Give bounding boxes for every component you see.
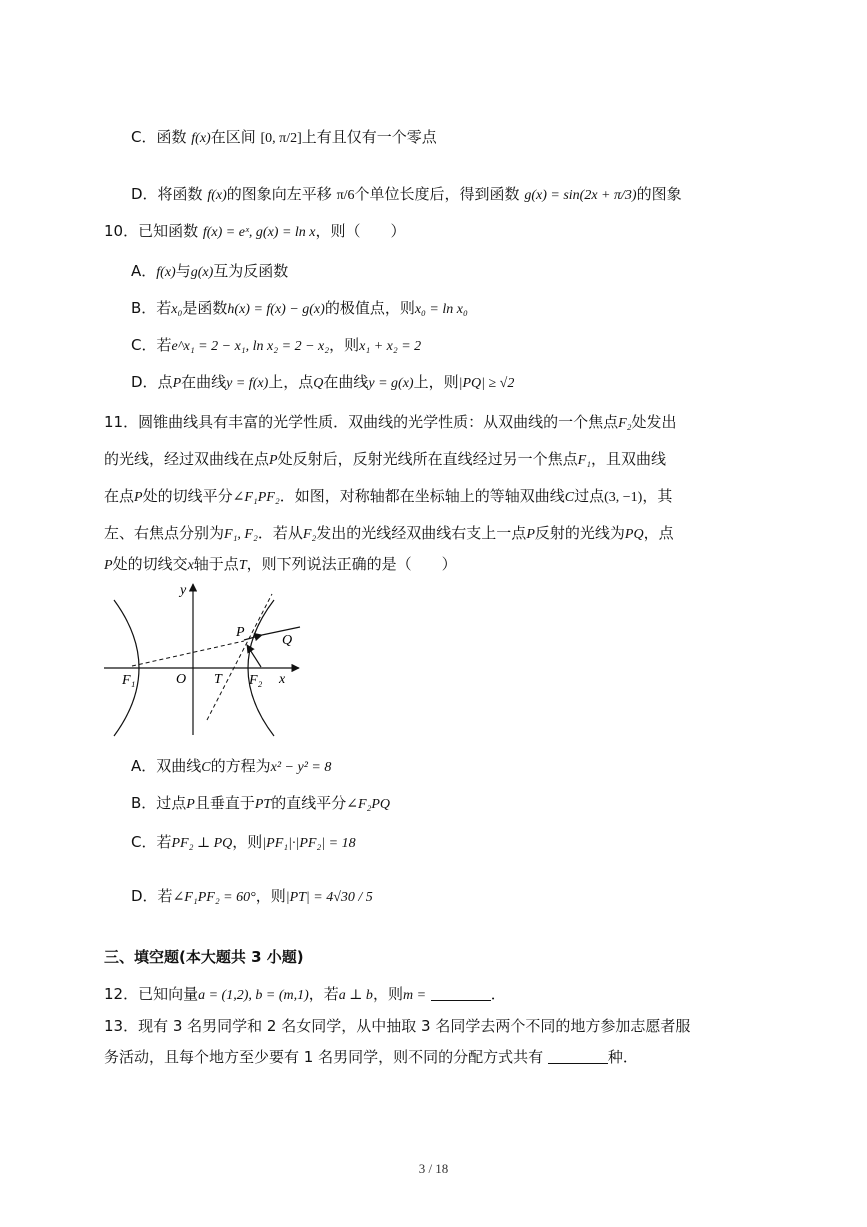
q11-stem-line-2: 的光线，经过双曲线在点P处反射后，反射光线所在直线经过另一个焦点F₁，且双曲线	[104, 450, 667, 468]
q11-stem-line-3: 在点P处的切线平分∠F₁PF₂．如图，对称轴都在坐标轴上的等轴双曲线C过点(3, −1)，其	[104, 487, 673, 505]
q12: 12．已知向量a = (1,2), b = (m,1)，若a ⊥ b，则m = ．	[104, 985, 506, 1003]
q11-option-c: C．若PF₂ ⊥ PQ，则|PF₁|·|PF₂| = 18	[131, 833, 356, 851]
label-f1: F₁	[122, 673, 136, 688]
hyperbola-figure	[104, 580, 304, 740]
answer-blank-13[interactable]	[548, 1049, 608, 1064]
q10-stem: 10．已知函数 f(x) = eˣ, g(x) = ln x，则（ ）	[104, 222, 406, 240]
label-x: x	[279, 672, 286, 687]
q10-option-d: D．点P在曲线y = f(x)上，点Q在曲线y = g(x)上，则|PQ| ≥ √2	[131, 373, 515, 391]
q11-stem-line-1: 11．圆锥曲线具有丰富的光学性质．双曲线的光学性质：从双曲线的一个焦点F₂处发出	[104, 413, 677, 431]
q11-option-b: B．过点P且垂直于PT的直线平分∠F₂PQ	[131, 794, 391, 812]
q11-stem-line-5: P处的切线交x轴于点T，则下列说法正确的是（ ）	[104, 555, 457, 573]
q10-option-c: C．若e^x₁ = 2 − x₁, ln x₂ = 2 − x₂，则x₁ + x₂ = 2	[131, 336, 422, 354]
ray-pq	[262, 627, 300, 635]
dashed-line-f1-p	[132, 641, 244, 666]
q11-option-d: D．若∠F₁PF₂ = 60°，则|PT| = 4√30 / 5	[131, 887, 373, 905]
q11-option-a: A．双曲线C的方程为x² − y² = 8	[131, 757, 332, 775]
label-t: T	[214, 672, 222, 687]
label-q: Q	[282, 633, 293, 648]
answer-blank-12[interactable]	[431, 986, 491, 1001]
label-o: O	[176, 672, 187, 687]
tangent-line	[207, 594, 272, 720]
q11-stem-line-4: 左、右焦点分别为F₁, F₂．若从F₂发出的光线经双曲线右支上一点P反射的光线为PQ，点	[104, 524, 674, 542]
q9-option-c: C．函数 f(x)在区间 [0, π/2]上有且仅有一个零点	[131, 128, 437, 146]
page-number: 3 / 18	[418, 1161, 449, 1176]
section-heading: 三、填空题(本大题共 3 小题)	[104, 948, 304, 966]
label-f2: F₂	[249, 673, 263, 688]
q13-line-2: 务活动，且每个地方至少要有 1 名男同学，则不同的分配方式共有 种．	[104, 1048, 638, 1066]
label-p: P	[236, 625, 245, 640]
q9-option-d: D．将函数 f(x)的图象向左平移 π/6个单位长度后，得到函数 g(x) = sin(2x + π/3)的图象	[131, 185, 682, 203]
q10-option-a: A．f(x)与g(x)互为反函数	[131, 262, 289, 280]
q10-option-b: B．若x₀是函数h(x) = f(x) − g(x)的极值点，则x₀ = ln x₀	[131, 299, 468, 317]
q13-line-1: 13．现有 3 名男同学和 2 名女同学，从中抽取 3 名同学去两个不同的地方参加志愿者服	[104, 1017, 691, 1035]
label-y: y	[180, 583, 187, 598]
